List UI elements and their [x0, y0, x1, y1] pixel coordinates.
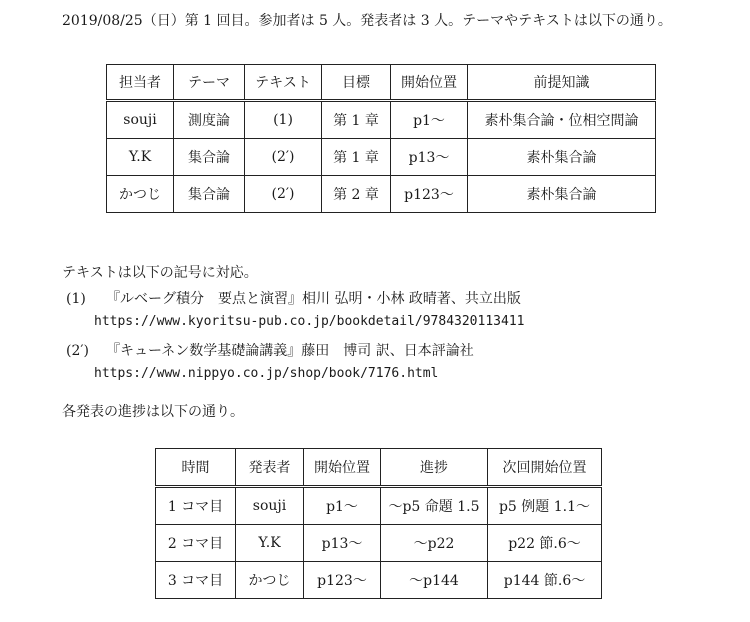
- table-row: [107, 101, 656, 139]
- table-cell: 〜p5 命題 1.5: [381, 487, 488, 525]
- table-cell: 1 コマ目: [156, 487, 236, 525]
- table-cell: p1〜: [391, 101, 468, 139]
- header-cell: 次回開始位置: [488, 449, 602, 487]
- table-cell: souji: [236, 487, 304, 525]
- table-row: [156, 562, 602, 599]
- table-row: [107, 176, 656, 213]
- header-cell: 目標: [322, 65, 391, 101]
- table-cell: かつじ: [107, 176, 174, 213]
- table-cell: 第 2 章: [322, 176, 391, 213]
- intro-text: 2019/08/25（日）第 1 回目。参加者は 5 人。発表者は 3 人。テーマやテキストは以下の通り。: [62, 13, 672, 29]
- table-cell: 第 1 章: [322, 139, 391, 176]
- header-cell: 前提知識: [468, 65, 656, 101]
- table-cell: Y.K: [236, 525, 304, 562]
- table-cell: p144 節.6〜: [488, 562, 602, 599]
- reference-item: [66, 288, 521, 308]
- reference-number: (2′): [66, 343, 90, 359]
- table-cell: p13〜: [391, 139, 468, 176]
- table-cell: souji: [107, 101, 174, 139]
- table-header-row: [156, 449, 602, 487]
- progress-note: 各発表の進捗は以下の通り。: [62, 404, 244, 420]
- progress-table: [155, 448, 602, 599]
- table-cell: 2 コマ目: [156, 525, 236, 562]
- table-row: [156, 487, 602, 525]
- table-cell: 素朴集合論: [468, 176, 656, 213]
- table-cell: 集合論: [174, 139, 245, 176]
- header-cell: 担当者: [107, 65, 174, 101]
- table-cell: p123〜: [304, 562, 381, 599]
- table-cell: かつじ: [236, 562, 304, 599]
- reference-title: 『キューネン数学基礎論講義』藤田 博司 訳、日本評論社: [106, 343, 474, 359]
- table-cell: 集合論: [174, 176, 245, 213]
- table-row: [107, 139, 656, 176]
- reference-url[interactable]: https://www.kyoritsu-pub.co.jp/bookdetail/9784320113411: [94, 314, 525, 329]
- table-cell: 3 コマ目: [156, 562, 236, 599]
- table-cell: 〜p144: [381, 562, 488, 599]
- table-cell: 〜p22: [381, 525, 488, 562]
- table-cell: p5 例題 1.1〜: [488, 487, 602, 525]
- table-cell: p22 節.6〜: [488, 525, 602, 562]
- table-cell: p123〜: [391, 176, 468, 213]
- header-cell: テーマ: [174, 65, 245, 101]
- table-cell: 測度論: [174, 101, 245, 139]
- reference-url[interactable]: https://www.nippyo.co.jp/shop/book/7176.html: [94, 366, 439, 381]
- text-note: テキストは以下の記号に対応。: [62, 265, 258, 281]
- header-cell: 発表者: [236, 449, 304, 487]
- table-cell: 素朴集合論: [468, 139, 656, 176]
- table-cell: p13〜: [304, 525, 381, 562]
- reference-title: 『ルベーグ積分 要点と演習』相川 弘明・小林 政晴著、共立出版: [106, 291, 521, 307]
- table-row: [156, 525, 602, 562]
- table-cell: 素朴集合論・位相空間論: [468, 101, 656, 139]
- table-cell: (1): [245, 101, 322, 139]
- table-cell: 第 1 章: [322, 101, 391, 139]
- header-cell: 開始位置: [304, 449, 381, 487]
- table-header-row: [107, 65, 656, 101]
- table-cell: (2′): [245, 139, 322, 176]
- reference-number: (1): [66, 291, 86, 307]
- table-cell: p1〜: [304, 487, 381, 525]
- presenter-table: [106, 64, 656, 213]
- reference-item: [66, 340, 474, 360]
- header-cell: 進捗: [381, 449, 488, 487]
- table-cell: (2′): [245, 176, 322, 213]
- header-cell: 開始位置: [391, 65, 468, 101]
- header-cell: テキスト: [245, 65, 322, 101]
- header-cell: 時間: [156, 449, 236, 487]
- table-cell: Y.K: [107, 139, 174, 176]
